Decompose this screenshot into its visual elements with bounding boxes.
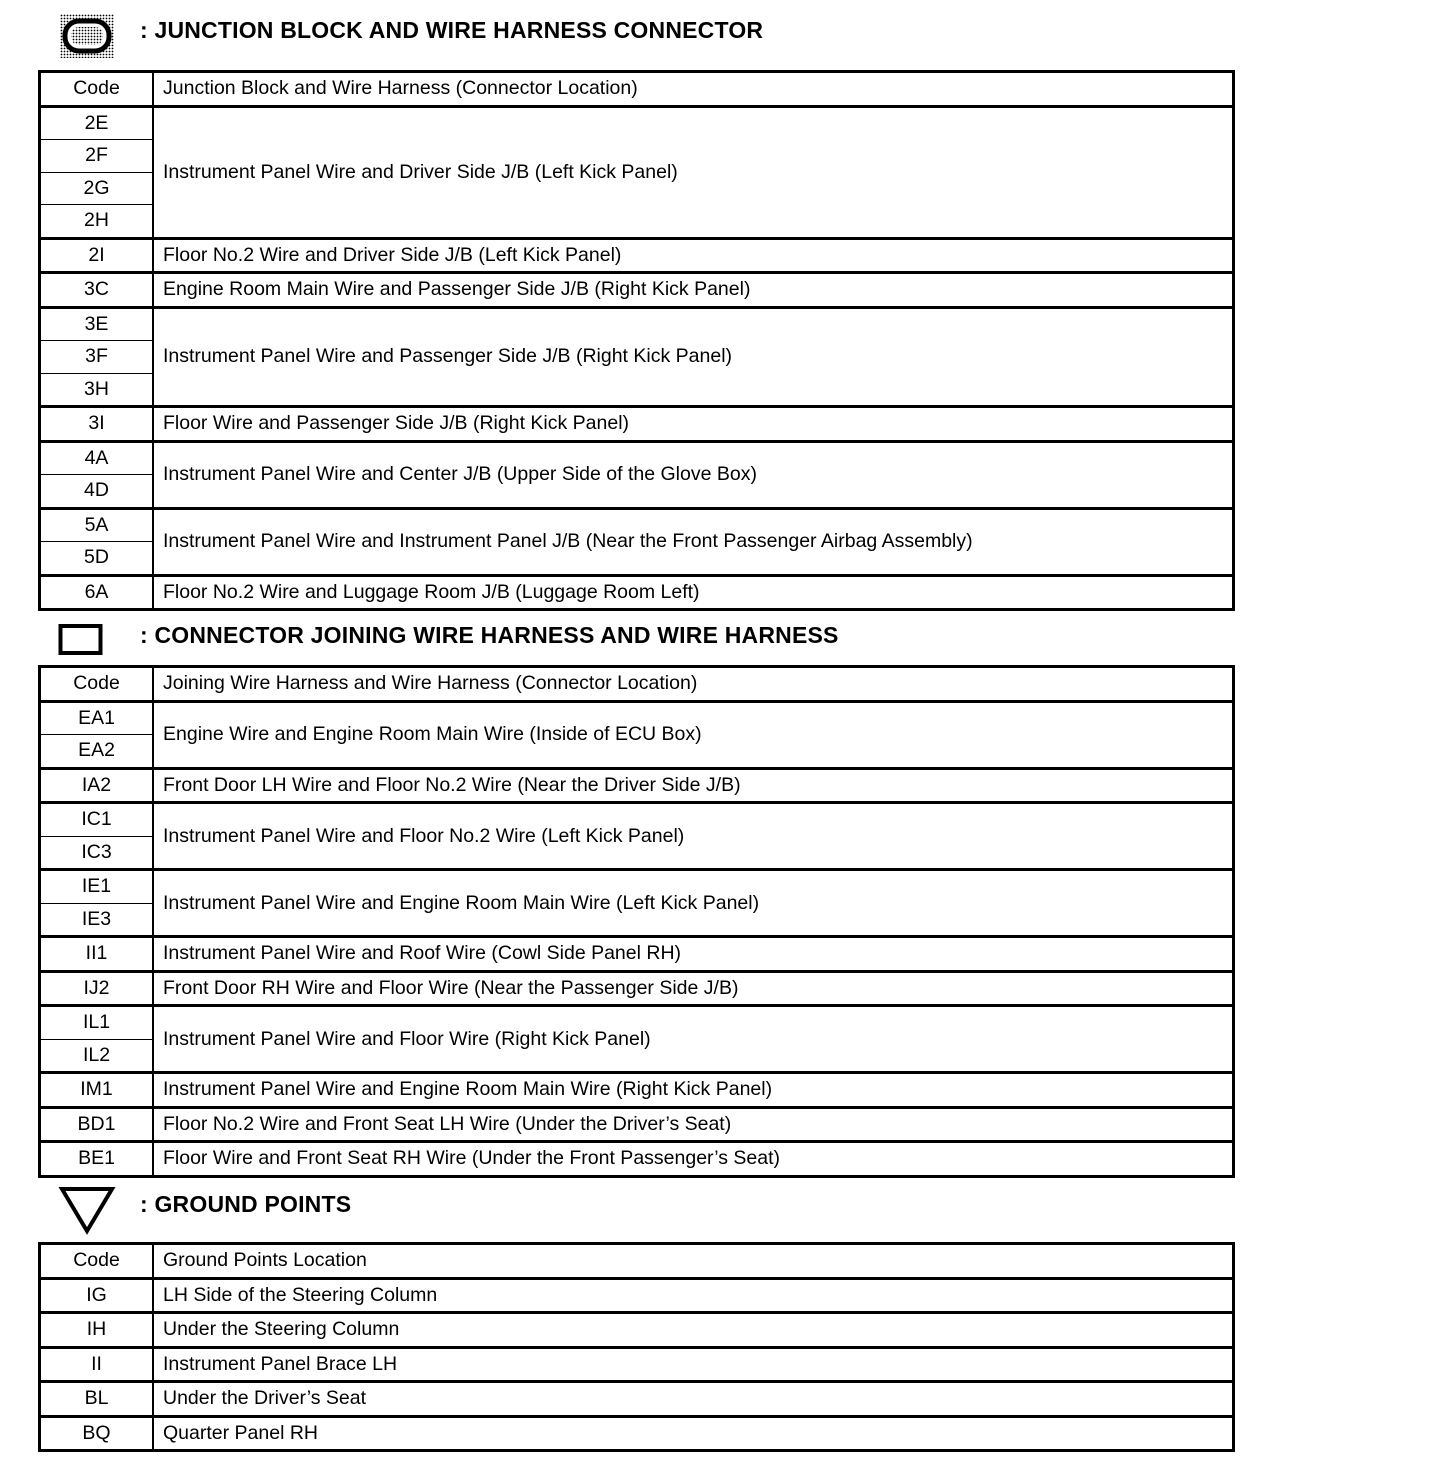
description-cell: Floor Wire and Front Seat RH Wire (Under the Front Passenger’s Seat): [153, 1142, 1234, 1177]
code-cell: BE1: [40, 1142, 154, 1177]
code-cell: IC1: [40, 803, 154, 837]
code-cell: II1: [40, 937, 154, 972]
description-cell: Floor No.2 Wire and Front Seat LH Wire (Under the Driver’s Seat): [153, 1107, 1234, 1142]
code-cell: 3H: [40, 373, 154, 407]
description-cell: Front Door RH Wire and Floor Wire (Near the Passenger Side J/B): [153, 971, 1234, 1006]
description-cell: Engine Wire and Engine Room Main Wire (Inside of ECU Box): [153, 701, 1234, 768]
description-cell: Front Door LH Wire and Floor No.2 Wire (Near the Driver Side J/B): [153, 768, 1234, 803]
table-row: [40, 1416, 1234, 1451]
ground-points-table: [38, 1242, 1235, 1452]
description-cell: Instrument Panel Wire and Engine Room Main Wire (Left Kick Panel): [153, 870, 1234, 937]
code-cell: BL: [40, 1382, 154, 1417]
table-row: [40, 238, 1234, 273]
code-cell: 2G: [40, 172, 154, 205]
connector-symbol-icon: [58, 623, 104, 657]
header-description: Junction Block and Wire Harness (Connector Location): [153, 72, 1234, 107]
header-code: Code: [40, 1244, 154, 1279]
description-cell: Instrument Panel Brace LH: [153, 1347, 1234, 1382]
table-row: [40, 1382, 1234, 1417]
code-cell: IC3: [40, 836, 154, 870]
junction-block-symbol-icon: [60, 14, 114, 58]
code-cell: 2E: [40, 106, 154, 140]
description-cell: Instrument Panel Wire and Center J/B (Upper Side of the Glove Box): [153, 441, 1234, 508]
code-cell: 2I: [40, 238, 154, 273]
table-row: [40, 106, 1234, 140]
code-cell: 6A: [40, 575, 154, 610]
table-row: [40, 1107, 1234, 1142]
table-header-row: [40, 667, 1234, 702]
section-heading: : JUNCTION BLOCK AND WIRE HARNESS CONNECTOR: [140, 17, 764, 43]
table-row: [40, 441, 1234, 475]
table-row: [40, 803, 1234, 837]
table-row: [40, 1313, 1234, 1348]
code-cell: IL2: [40, 1039, 154, 1073]
table-row: [40, 1006, 1234, 1040]
header-code: Code: [40, 72, 154, 107]
code-cell: IE3: [40, 903, 154, 937]
table-row: [40, 701, 1234, 735]
description-cell: Under the Steering Column: [153, 1313, 1234, 1348]
code-cell: 3E: [40, 307, 154, 341]
header-code: Code: [40, 667, 154, 702]
table-row: [40, 1142, 1234, 1177]
table-row: [40, 870, 1234, 904]
table-row: [40, 937, 1234, 972]
description-cell: Instrument Panel Wire and Instrument Panel J/B (Near the Front Passenger Airbag Assembly): [153, 508, 1234, 575]
code-cell: 2F: [40, 140, 154, 173]
description-cell: Quarter Panel RH: [153, 1416, 1234, 1451]
description-cell: Instrument Panel Wire and Roof Wire (Cowl Side Panel RH): [153, 937, 1234, 972]
code-cell: IJ2: [40, 971, 154, 1006]
code-cell: II: [40, 1347, 154, 1382]
code-cell: BD1: [40, 1107, 154, 1142]
description-cell: Instrument Panel Wire and Driver Side J/B (Left Kick Panel): [153, 106, 1234, 238]
description-cell: LH Side of the Steering Column: [153, 1278, 1234, 1313]
table-header-row: [40, 1244, 1234, 1279]
description-cell: Floor No.2 Wire and Luggage Room J/B (Luggage Room Left): [153, 575, 1234, 610]
table-row: [40, 971, 1234, 1006]
code-cell: IL1: [40, 1006, 154, 1040]
description-cell: Instrument Panel Wire and Engine Room Main Wire (Right Kick Panel): [153, 1073, 1234, 1108]
code-cell: IE1: [40, 870, 154, 904]
table-row: [40, 307, 1234, 341]
description-cell: Instrument Panel Wire and Floor Wire (Right Kick Panel): [153, 1006, 1234, 1073]
header-description: Ground Points Location: [153, 1244, 1234, 1279]
header-description: Joining Wire Harness and Wire Harness (Connector Location): [153, 667, 1234, 702]
table-row: [40, 1347, 1234, 1382]
code-cell: IG: [40, 1278, 154, 1313]
table-row: [40, 768, 1234, 803]
table-row: [40, 1073, 1234, 1108]
code-cell: 4A: [40, 441, 154, 475]
code-cell: EA2: [40, 735, 154, 769]
description-cell: Floor Wire and Passenger Side J/B (Right Kick Panel): [153, 407, 1234, 442]
section-heading: : GROUND POINTS: [140, 1191, 352, 1217]
table-row: [40, 1278, 1234, 1313]
code-cell: IA2: [40, 768, 154, 803]
table-row: [40, 273, 1234, 308]
code-cell: IH: [40, 1313, 154, 1348]
code-cell: BQ: [40, 1416, 154, 1451]
code-cell: IM1: [40, 1073, 154, 1108]
code-cell: 3I: [40, 407, 154, 442]
description-cell: Under the Driver’s Seat: [153, 1382, 1234, 1417]
description-cell: Engine Room Main Wire and Passenger Side J/B (Right Kick Panel): [153, 273, 1234, 308]
description-cell: Floor No.2 Wire and Driver Side J/B (Left Kick Panel): [153, 238, 1234, 273]
description-cell: Instrument Panel Wire and Passenger Side J/B (Right Kick Panel): [153, 307, 1234, 407]
table-header-row: [40, 72, 1234, 107]
table-row: [40, 407, 1234, 442]
description-cell: Instrument Panel Wire and Floor No.2 Wire (Left Kick Panel): [153, 803, 1234, 870]
code-cell: 2H: [40, 205, 154, 239]
code-cell: 5D: [40, 542, 154, 576]
table-row: [40, 575, 1234, 610]
ground-point-symbol-icon: [58, 1185, 116, 1235]
section-heading: : CONNECTOR JOINING WIRE HARNESS AND WIRE HARNESS: [140, 622, 839, 648]
junction-block-table: [38, 70, 1235, 611]
code-cell: EA1: [40, 701, 154, 735]
code-cell: 4D: [40, 475, 154, 509]
code-cell: 5A: [40, 508, 154, 542]
connector-table: [38, 665, 1235, 1178]
code-cell: 3C: [40, 273, 154, 308]
code-cell: 3F: [40, 341, 154, 374]
table-row: [40, 508, 1234, 542]
